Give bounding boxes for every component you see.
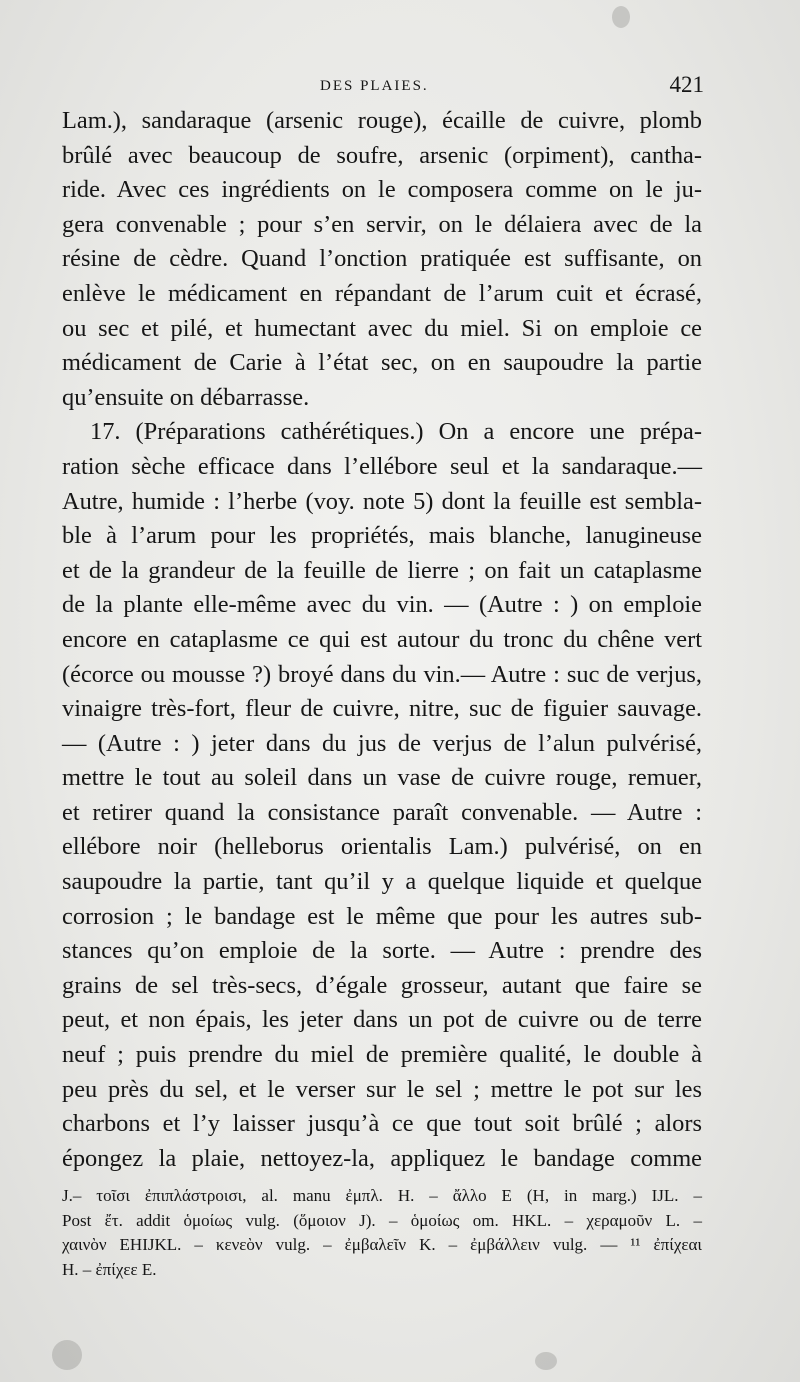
main-text: [62, 104, 702, 1176]
section-17-heading-line: 17. (Préparations cathérétiques.) On a encore une prépa-: [90, 418, 702, 446]
paper-blemish: [52, 1340, 82, 1370]
text-line: enlève le médicament en répandant de l’arum cuit et écrasé,: [62, 279, 702, 307]
text-line: médicament de Carie à l’état sec, on en saupoudre la partie: [62, 349, 702, 377]
paper-blemish: [612, 6, 630, 28]
text-line: ellébore noir (helleborus orientalis Lam.) pulvérisé, on en: [62, 833, 702, 861]
text-line: (écorce ou mousse ?) broyé dans du vin.— Autre : suc de verjus,: [62, 660, 702, 688]
text-line: corrosion ; le bandage est le même que pour les autres sub-: [62, 902, 702, 930]
text-line: Autre, humide : l’herbe (voy. note 5) dont la feuille est sembla-: [62, 487, 702, 515]
text-line: ration sèche efficace dans l’ellébore seul et la sandaraque.—: [62, 452, 702, 480]
text-line: gera convenable ; pour s’en servir, on le délaiera avec de la: [62, 210, 702, 238]
running-head: DES PLAIES.: [320, 78, 429, 94]
text-line: épongez la plaie, nettoyez-la, appliquez le bandage comme: [62, 1144, 702, 1172]
text-line: mettre le tout au soleil dans un vase de cuivre rouge, remuer,: [62, 764, 702, 792]
text-line: stances qu’on emploie de la sorte. — Autre : prendre des: [62, 937, 702, 965]
text-line: peu près du sel, et le verser sur le sel ; mettre le pot sur les: [62, 1075, 702, 1103]
note-line: Post ἔτ. addit ὁμοίως vulg. (ὅμοιον J). – ὁμοίως om. HKL. – χεραμοῦν L. –: [62, 1210, 702, 1230]
paper-blemish: [535, 1352, 557, 1370]
note-line: H. – ἐπίχεε E.: [62, 1259, 157, 1279]
text-line: charbons et l’y laisser jusqu’à ce que tout soit brûlé ; alors: [62, 1110, 702, 1138]
text-line: qu’ensuite on débarrasse.: [62, 383, 310, 411]
text-line: de la plante elle-même avec du vin. — (Autre : ) on emploie: [62, 591, 702, 619]
text-line: ride. Avec ces ingrédients on le composera comme on le ju-: [62, 176, 702, 204]
text-line: saupoudre la partie, tant qu’il y a quelque liquide et quelque: [62, 868, 702, 896]
note-line: χαινὸν EHIJKL. – κενεὸν vulg. – ἐμβαλεῖν K. – ἐμβάλλειν vulg. — ¹¹ ἐπίχεαι: [62, 1235, 702, 1254]
text-line: et de la grandeur de la feuille de lierre ; on fait un cataplasme: [62, 556, 702, 584]
text-line: vinaigre très-fort, fleur de cuivre, nitre, suc de figuier sauvage.: [62, 695, 702, 723]
text-line: ble à l’arum pour les propriétés, mais blanche, lanugineuse: [62, 522, 702, 550]
text-line: et retirer quand la consistance paraît convenable. — Autre :: [62, 798, 702, 826]
text-line: grains de sel très-secs, d’égale grosseur, autant que faire se: [62, 971, 702, 999]
text-line: Lam.), sandaraque (arsenic rouge), écaille de cuivre, plomb: [62, 107, 702, 134]
text-line: ou sec et pilé, et humectant avec du miel. Si on emploie ce: [62, 314, 702, 342]
text-line: résine de cèdre. Quand l’onction pratiquée est suffisante, on: [62, 245, 702, 273]
text-line: encore en cataplasme ce qui est autour du tronc du chêne vert: [62, 625, 702, 653]
text-line: peut, et non épais, les jeter dans un pot de cuivre ou de terre: [62, 1006, 702, 1034]
text-line: — (Autre : ) jeter dans du jus de verjus de l’alun pulvérisé,: [62, 729, 702, 757]
page-number: 421: [669, 72, 704, 97]
note-line: J.– τοῖσι ἐπιπλάστροισι, al. manu ἐμπλ. H. – ἄλλο E (H, in marg.) IJL. –: [62, 1186, 702, 1205]
text-line: brûlé avec beaucoup de soufre, arsenic (orpiment), cantha-: [62, 141, 702, 169]
critical-apparatus-notes: [62, 1184, 702, 1282]
text-line: neuf ; puis prendre du miel de première qualité, le double à: [62, 1041, 702, 1069]
page-header: [0, 72, 800, 102]
